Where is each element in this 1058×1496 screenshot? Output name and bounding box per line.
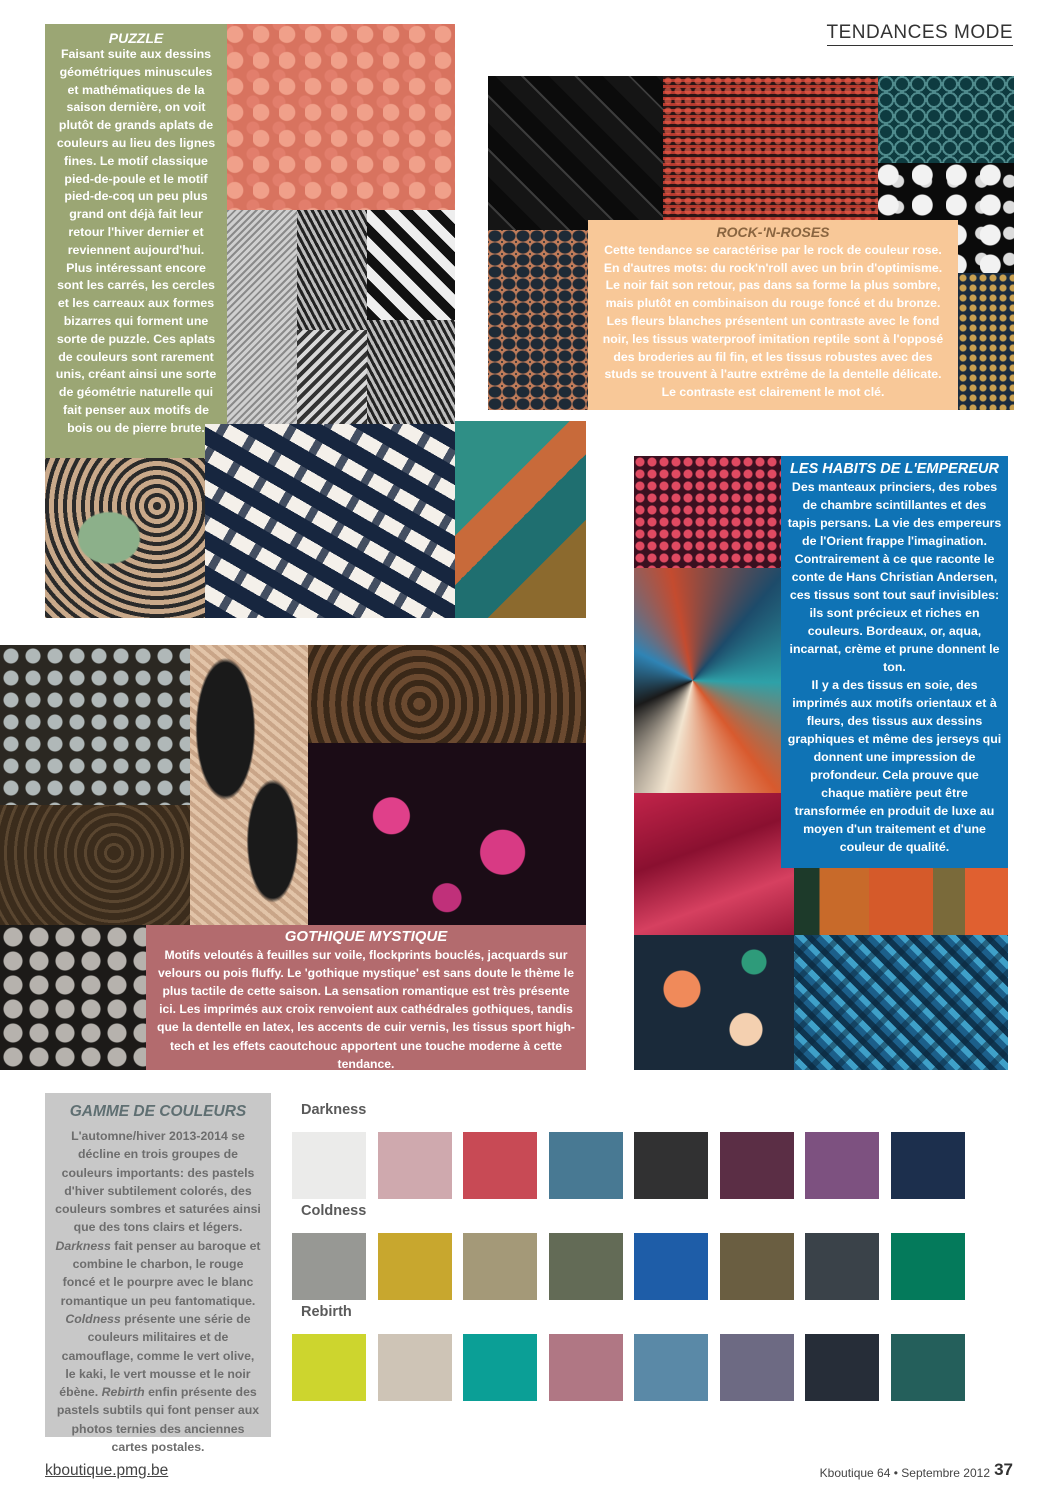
- fabric-photo-brown-swirl: [0, 805, 190, 925]
- color-swatch-darkness-3: [463, 1132, 537, 1199]
- fabric-photo-reptile: [488, 230, 588, 410]
- fabric-photo-stained-glass-print: [634, 568, 781, 793]
- fabric-photo-geometric-stripes: [227, 210, 455, 424]
- page-number: 37: [994, 1460, 1013, 1479]
- color-swatch-coldness-5: [634, 1233, 708, 1300]
- fabric-photo-black-quilted: [488, 76, 663, 230]
- fabric-photo-blue-diamond: [794, 935, 1008, 1070]
- footer-issue-info: Kboutique 64 • Septembre 2012: [819, 1466, 990, 1480]
- fabric-photo-teal-lace: [878, 76, 1014, 163]
- palette-group-label-darkness: Darkness: [301, 1102, 367, 1118]
- fabric-photo-black-leaf-print: [190, 645, 308, 925]
- color-swatch-coldness-6: [720, 1233, 794, 1300]
- color-swatch-coldness-7: [805, 1233, 879, 1300]
- footer-website-link[interactable]: kboutique.pmg.be: [45, 1462, 169, 1479]
- color-swatch-rebirth-5: [634, 1334, 708, 1401]
- puzzle-text: Faisant suite aux dessins géométriques minuscules et mathématiques de la saison dernière, on voit plutôt de grands aplats de couleurs au lieu des lignes fines. Le motif classique pied-de-poule et le motif pied-de-coq un peu plus grand ont déjà fait leur retour l'hiver dernier et reviennent aujourd'hui. Plus intéressant encore sont les carrés, les cercles et les carreaux aux formes bizarres qui forment une sorte de puzzle. Ces aplats de couleurs sont rarement unis, créant ainsi une sorte de géométrie naturelle qui fait penser aux motifs de bois ou de pierre brute.: [55, 47, 217, 435]
- fabric-photo-crimson-silk: [634, 793, 794, 935]
- fabric-photo-red-knit: [663, 76, 878, 220]
- fabric-photo-green-leopard: [45, 458, 205, 618]
- color-swatch-rebirth-2: [378, 1334, 452, 1401]
- color-swatch-coldness-8: [891, 1233, 965, 1300]
- puzzle-text-box: [45, 24, 227, 458]
- rock-text: Cette tendance se caractérise par le rock de couleur rose. En d'autres mots: du rock'n'roll avec un brin d'optimisme. Le noir fait son retour, pas dans sa forme la plus sombre, mais plutôt en combinaison du rouge foncé et du bronze. Les fleurs blanches présentent un contraste avec le fond noir, les tissus waterproof imitation reptile sont à l'opposé des broderies au fil fin, et les tissus robustes avec des studs se trouvent à l'autre extrême de la dentelle délicate. Le contraste est clairement le mot clé.: [602, 242, 944, 400]
- palette-group-label-coldness: Coldness: [301, 1203, 367, 1219]
- color-swatch-rebirth-8: [891, 1334, 965, 1401]
- emperor-text: Des manteaux princiers, des robes de chambre scintillantes et des tapis persans. La vie des empereurs de l'Orient frappe l'imagination. Contrairement à ce que raconte le conte de Hans Christian Andersen, ces tissus sont tout sauf invisibles: ils sont précieux et riches en couleurs. Bordeaux, or, aqua, incarnat, crème et prune donnent le ton.: [787, 480, 1002, 674]
- color-swatch-darkness-6: [720, 1132, 794, 1199]
- color-swatch-darkness-1: [292, 1132, 366, 1199]
- emperor-text-box: [781, 456, 1008, 868]
- color-swatch-coldness-4: [549, 1233, 623, 1300]
- palette-group-label-rebirth: Rebirth: [301, 1304, 352, 1320]
- color-swatch-coldness-3: [463, 1233, 537, 1300]
- fabric-photo-black-velvet: [0, 925, 146, 1070]
- color-swatch-rebirth-3: [463, 1334, 537, 1401]
- emperor-title: LES HABITS DE L'EMPEREUR: [790, 461, 999, 477]
- fabric-photo-teal-copper-shapes: [455, 421, 586, 618]
- section-header: TENDANCES MODE: [827, 22, 1013, 46]
- gamme-text-box: [45, 1093, 271, 1455]
- fabric-photo-houndstooth: [205, 424, 455, 618]
- fabric-photo-bronze-studs: [958, 273, 1014, 410]
- emperor-text-2: Il y a des tissus en soie, des imprimés aux motifs orientaux et à fleurs, des tissus aux dessins graphiques et même des jerseys qui donnent une impression de profondeur. Cela prouve que chaque matière peut être transformée en produit de luxe au moyen d'un traitement et d'une couleur de qualité.: [787, 678, 1002, 854]
- color-swatch-rebirth-4: [549, 1334, 623, 1401]
- color-swatch-rebirth-6: [720, 1334, 794, 1401]
- color-swatch-darkness-7: [805, 1132, 879, 1199]
- gamme-text: L'automne/hiver 2013-2014 se décline en trois groupes de couleurs importants: des pastels d'hiver subtilement colorés, des couleurs sombres et saturées ainsi que des tons clairs et légers. Darkness fait penser au baroque et combine le charbon, le rouge foncé et le pourpre avec le blanc romantique un peu fantomatique. Coldness présente une série de couleurs militaires et de camouflage, comme le vert olive, le kaki, le vert mousse et le noir ébène. Rebirth enfin présente des pastels subtils qui font penser aux photos ternies des anciennes cartes postales.: [55, 1129, 261, 1455]
- color-swatch-darkness-4: [549, 1132, 623, 1199]
- fabric-photo-floral-print: [634, 935, 794, 1070]
- puzzle-title: PUZZLE: [108, 30, 164, 46]
- color-swatch-darkness-8: [891, 1132, 965, 1199]
- fabric-photo-coral-dots: [227, 24, 455, 210]
- color-swatch-darkness-2: [378, 1132, 452, 1199]
- gamme-title: GAMME DE COULEURS: [69, 1103, 247, 1120]
- fabric-photo-velvet-dots: [0, 645, 190, 805]
- color-swatch-coldness-1: [292, 1233, 366, 1300]
- gothic-text-box: [146, 925, 586, 1070]
- color-swatch-coldness-2: [378, 1233, 452, 1300]
- rock-text-box: [588, 220, 958, 410]
- color-swatch-rebirth-7: [805, 1334, 879, 1401]
- fabric-photo-pink-baroque: [308, 743, 586, 925]
- gothic-text: Motifs veloutés à feuilles sur voile, flockprints bouclés, jacquards sur velours ou pois fluffy. Le 'gothique mystique' est sans doute le thème le plus tactile de cette saison. La sensation romantique est très présente ici. Les imprimés aux croix renvoient aux cathédrales gothiques, tandis que la dentelle en latex, les accents de cuir vernis, les tissus sport high-tech et les effets caoutchouc apportent une touche moderne à cette tendance.: [157, 948, 575, 1071]
- color-swatch-rebirth-1: [292, 1334, 366, 1401]
- fabric-photo-bronze-embossed: [308, 645, 586, 743]
- fabric-photo-orange-patchwork: [794, 868, 1008, 935]
- color-swatch-darkness-5: [634, 1132, 708, 1199]
- fabric-photo-red-pattern: [634, 456, 781, 568]
- gothic-title: GOTHIQUE MYSTIQUE: [284, 928, 448, 945]
- rock-title: ROCK-'N-ROSES: [716, 224, 830, 240]
